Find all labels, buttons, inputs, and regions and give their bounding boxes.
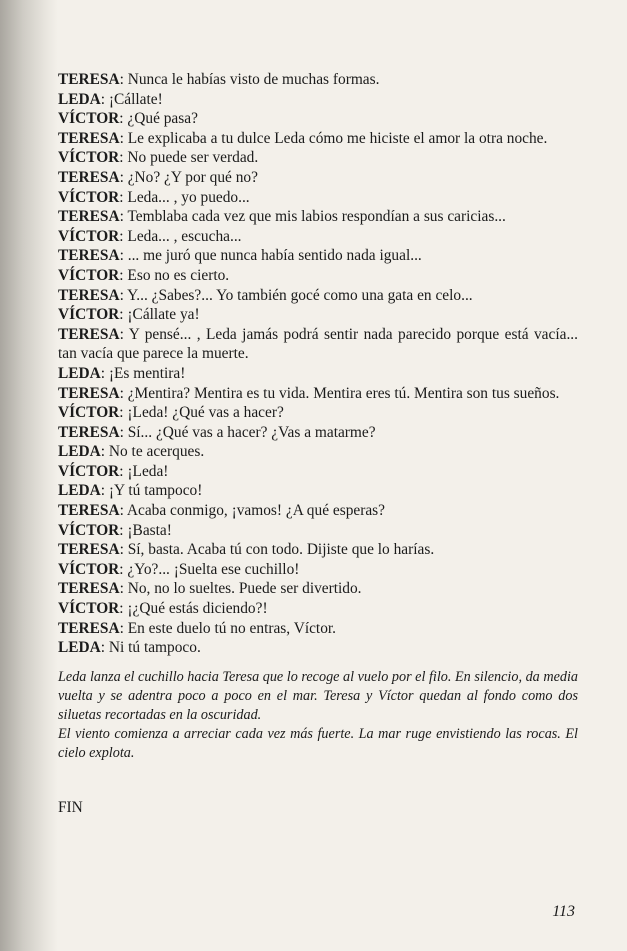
speaker-name: VÍCTOR	[58, 110, 120, 128]
dialogue-line: VÍCTOR: ¿Yo?... ¡Suelta ese cuchillo!	[58, 560, 300, 578]
speaker-name: TERESA	[58, 619, 120, 637]
dialogue-line: VÍCTOR: No puede ser verdad.	[58, 149, 259, 167]
speaker-name: VÍCTOR	[58, 149, 120, 167]
dialogue-line: TERESA: Y... ¿Sabes?... Yo también gocé como una gata en celo...	[58, 286, 473, 304]
dialogue-line: TERESA: Sí, basta. Acaba tú con todo. Dijiste que lo harías.	[58, 541, 435, 559]
dialogue-text: ¡Cállate!	[108, 90, 163, 108]
speaker-name: TERESA	[58, 71, 120, 88]
dialogue-text: ¡Es mentira!	[108, 364, 186, 382]
dialogue-line: TERESA: ¿No? ¿Y por qué no?	[58, 168, 258, 186]
page-gutter-shadow	[0, 0, 58, 951]
speaker-name: TERESA	[58, 247, 120, 265]
speaker-name: TERESA	[58, 423, 120, 441]
dialogue-text: ¡Y tú tampoco!	[108, 482, 203, 500]
speaker-name: VÍCTOR	[58, 306, 120, 324]
speaker-name: VÍCTOR	[58, 188, 120, 206]
speaker-name: TERESA	[58, 580, 120, 598]
dialogue-text: ... me juró que nunca había sentido nada igual...	[127, 247, 422, 265]
dialogue-text: ¿Mentira? Mentira es tu vida. Mentira eres tú. Mentira son tus sueños.	[127, 384, 560, 402]
dialogue-text: No, no lo sueltes. Puede ser divertido.	[127, 580, 362, 598]
ending-text: FIN	[58, 798, 83, 816]
book-page	[58, 70, 578, 817]
dialogue-line: VÍCTOR: ¡¿Qué estás diciendo?!	[58, 600, 268, 618]
speaker-name: LEDA	[58, 364, 101, 382]
dialogue-text: Leda... , yo puedo...	[127, 188, 250, 206]
dialogue-text: Sí, basta. Acaba tú con todo. Dijiste que lo harías.	[127, 541, 435, 559]
speaker-name: VÍCTOR	[58, 404, 120, 422]
speaker-name: VÍCTOR	[58, 560, 120, 578]
dialogue-line: TERESA: ... me juró que nunca había sentido nada igual...	[58, 247, 422, 265]
speaker-name: VÍCTOR	[58, 600, 120, 618]
speaker-name: TERESA	[58, 325, 120, 343]
speaker-name: LEDA	[58, 639, 101, 657]
stage-direction: El viento comienza a arreciar cada vez más fuerte. La mar ruge envistiendo las rocas. El cielo explota.	[58, 725, 578, 761]
dialogue-text: Y... ¿Sabes?... Yo también gocé como una gata en celo...	[127, 286, 473, 304]
dialogue-line: LEDA: ¡Es mentira!	[58, 364, 186, 382]
dialogue-line: VÍCTOR: ¡Leda!	[58, 462, 169, 480]
dialogue-text: Nunca le habías visto de muchas formas.	[127, 71, 380, 88]
dialogue-line: LEDA: Ni tú tampoco.	[58, 639, 201, 657]
speaker-name: VÍCTOR	[58, 462, 120, 480]
speaker-name: TERESA	[58, 384, 120, 402]
dialogue-line: TERESA: Y pensé... , Leda jamás podrá sentir nada parecido porque está vacía... tan vacía que parece la muerte.	[58, 325, 578, 363]
stage-direction: Leda lanza el cuchillo hacia Teresa que lo recoge al vuelo por el filo. En silencio, da media vuelta y se adentra poco a poco en el mar. Teresa y Víctor quedan al fondo como dos siluetas recortadas en la oscuridad.	[58, 668, 578, 723]
dialogue-text: Sí... ¿Qué vas a hacer? ¿Vas a matarme?	[127, 423, 376, 441]
dialogue-text: Acaba conmigo, ¡vamos! ¿A qué esperas?	[126, 502, 385, 520]
page-number: 113	[552, 903, 575, 920]
dialogue-text: Leda... , escucha...	[127, 227, 242, 245]
speaker-name: TERESA	[58, 541, 120, 559]
dialogue-line: TERESA: No, no lo sueltes. Puede ser divertido.	[58, 580, 362, 598]
speaker-name: TERESA	[58, 502, 120, 520]
dialogue-line: TERESA: En este duelo tú no entras, Víctor.	[58, 619, 337, 637]
dialogue-text: ¡Leda!	[127, 462, 169, 480]
dialogue-text: ¡Cállate ya!	[127, 306, 200, 324]
speaker-name: VÍCTOR	[58, 521, 120, 539]
dialogue-text: ¡¿Qué estás diciendo?!	[127, 600, 268, 618]
dialogue-text: ¿No? ¿Y por qué no?	[127, 168, 258, 186]
dialogue-line: VÍCTOR: ¡Leda! ¿Qué vas a hacer?	[58, 404, 284, 422]
dialogue-line: TERESA: Le explicaba a tu dulce Leda cómo me hiciste el amor la otra noche.	[58, 129, 548, 147]
dialogue-text: Le explicaba a tu dulce Leda cómo me hiciste el amor la otra noche.	[127, 129, 548, 147]
dialogue-text: Ni tú tampoco.	[108, 639, 201, 657]
dialogue-text: No puede ser verdad.	[127, 149, 259, 167]
dialogue-line: LEDA: ¡Cállate!	[58, 90, 163, 108]
speaker-name: TERESA	[58, 208, 120, 226]
dialogue-text: ¿Yo?... ¡Suelta ese cuchillo!	[127, 560, 300, 578]
dialogue-text: Y pensé... , Leda jamás podrá sentir nada parecido porque está vacía... tan vacía que parece la muerte.	[58, 325, 578, 363]
stage-directions	[58, 668, 578, 763]
speaker-name: LEDA	[58, 482, 101, 500]
dialogue-line: TERESA: Acaba conmigo, ¡vamos! ¿A qué esperas?	[58, 502, 385, 520]
dialogue-text: No te acerques.	[108, 443, 205, 461]
dialogue-text: ¡Leda! ¿Qué vas a hacer?	[127, 404, 284, 422]
dialogue-line: TERESA: Temblaba cada vez que mis labios respondían a sus caricias...	[58, 208, 506, 226]
dialogue-text: En este duelo tú no entras, Víctor.	[127, 619, 337, 637]
dialogue-text: ¡Basta!	[127, 521, 172, 539]
dialogue-line: LEDA: No te acerques.	[58, 443, 205, 461]
dialogue-line: VÍCTOR: ¡Basta!	[58, 521, 172, 539]
dialogue-text: Eso no es cierto.	[127, 266, 230, 284]
dialogue-line: TERESA: ¿Mentira? Mentira es tu vida. Mentira eres tú. Mentira son tus sueños.	[58, 384, 560, 402]
speaker-name: TERESA	[58, 168, 120, 186]
dialogue-block	[58, 70, 578, 658]
dialogue-line: VÍCTOR: ¡Cállate ya!	[58, 306, 200, 324]
dialogue-line: TERESA: Sí... ¿Qué vas a hacer? ¿Vas a matarme?	[58, 423, 376, 441]
dialogue-line: VÍCTOR: Leda... , yo puedo...	[58, 188, 250, 206]
speaker-name: VÍCTOR	[58, 266, 120, 284]
dialogue-line: VÍCTOR: Leda... , escucha...	[58, 227, 242, 245]
speaker-name: LEDA	[58, 90, 101, 108]
speaker-name: TERESA	[58, 129, 120, 147]
dialogue-line: VÍCTOR: ¿Qué pasa?	[58, 110, 198, 128]
dialogue-line: VÍCTOR: Eso no es cierto.	[58, 266, 230, 284]
dialogue-text: Temblaba cada vez que mis labios respondían a sus caricias...	[127, 208, 506, 226]
dialogue-line: TERESA: Nunca le habías visto de muchas formas.	[58, 71, 380, 88]
dialogue-text: ¿Qué pasa?	[127, 110, 198, 128]
speaker-name: LEDA	[58, 443, 101, 461]
speaker-name: VÍCTOR	[58, 227, 120, 245]
speaker-name: TERESA	[58, 286, 120, 304]
dialogue-line: LEDA: ¡Y tú tampoco!	[58, 482, 203, 500]
